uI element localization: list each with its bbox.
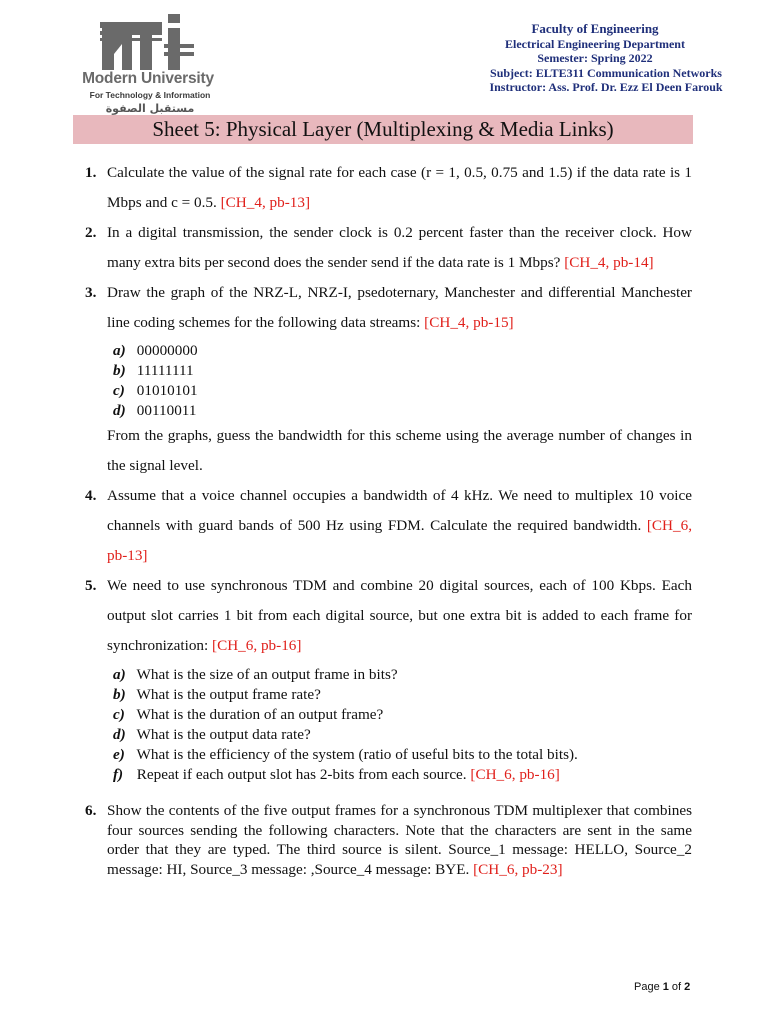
total-pages-number: 2	[684, 981, 691, 993]
question-reference: [CH_6, pb-16]	[212, 637, 302, 654]
question-3	[85, 278, 692, 481]
sub-item	[107, 665, 692, 685]
question-text: Draw the graph of the NRZ-L, NRZ-I, psedoternary, Manchester and differential Manchester line coding schemes for the following data streams:	[107, 284, 692, 331]
sub-item	[107, 745, 692, 765]
sub-item-text: 01010101	[136, 382, 198, 399]
sub-item-label: d)	[113, 726, 126, 743]
question-1	[85, 158, 692, 218]
question-4	[85, 481, 692, 571]
question-text: Show the contents of the five output frames for a synchronous TDM multiplexer that combines four sources sending the following characters. Note that the characters are sent in the same order that they are typed. The third source is silent. Source_1 message: HELLO, Source_2 message: HI, Source_3 message: ,Source_4 message: BYE.	[107, 802, 692, 878]
sub-item-label: f)	[113, 766, 124, 783]
question-text: Calculate the value of the signal rate for each case (r = 1, 0.5, 0.75 and 1.5) if the data rate is 1 Mbps and c = 0.5.	[107, 164, 692, 211]
question-reference: [CH_6, pb-23]	[473, 860, 563, 878]
page-footer	[634, 981, 690, 993]
sub-item-label: c)	[113, 706, 125, 723]
question-text: In a digital transmission, the sender clock is 0.2 percent faster than the receiver clock. How many extra bits per second does the sender send if the data rate is 1 Mbps?	[107, 224, 692, 271]
faculty-line: Faculty of Engineering	[531, 21, 659, 36]
question-number: 2.	[85, 224, 97, 241]
sub-item-text: What is the efficiency of the system (ratio of useful bits to the total bits).	[136, 746, 578, 763]
sub-item-label: a)	[113, 666, 126, 683]
question-5	[85, 571, 692, 785]
sub-item	[107, 765, 692, 785]
sub-item-label: e)	[113, 746, 125, 763]
sub-item	[107, 401, 692, 421]
sub-item-text: What is the output frame rate?	[136, 686, 321, 703]
department-line: Electrical Engineering Department	[505, 36, 685, 51]
sub-item	[107, 361, 692, 381]
question-number: 1.	[85, 164, 97, 181]
logo-tagline: For Technology & Information	[89, 90, 211, 100]
questions-list	[85, 158, 692, 879]
question-reference: [CH_6, pb-13]	[107, 517, 692, 564]
mti-logo-mark	[100, 14, 200, 70]
sub-item	[107, 725, 692, 745]
sub-item-label: b)	[113, 686, 126, 703]
question-reference: [CH_4, pb-13]	[220, 194, 311, 211]
logo-university-name: Modern University	[82, 70, 214, 87]
sub-item-text: Repeat if each output slot has 2-bits from each source.	[136, 766, 471, 783]
sub-item-label: a)	[113, 342, 126, 359]
sub-item-text: What is the duration of an output frame?	[136, 706, 384, 723]
sub-item	[107, 705, 692, 725]
sub-item-list	[107, 665, 692, 785]
question-text: Assume that a voice channel occupies a bandwidth of 4 kHz. We need to multiplex 10 voice channels with guard bands of 500 Hz using FDM. Calculate the required bandwidth.	[107, 487, 692, 534]
sub-item-text: What is the output data rate?	[136, 726, 311, 743]
sub-item-label: b)	[113, 362, 126, 379]
sub-item-list	[107, 341, 692, 421]
sheet-title: Sheet 5: Physical Layer (Multiplexing & Media Links)	[73, 115, 693, 144]
question-number: 3.	[85, 284, 97, 301]
question-number: 4.	[85, 487, 97, 504]
of-word: of	[668, 981, 685, 993]
sub-item-text: 00000000	[136, 342, 198, 359]
question-text: We need to use synchronous TDM and combine 20 digital sources, each of 100 Kbps. Each output slot carries 1 bit from each digital source, but one extra bit is added to each frame for synchronization:	[107, 577, 692, 654]
sub-item-text: 00110011	[136, 402, 197, 419]
sub-item-label: c)	[113, 382, 125, 399]
page-word: Page	[634, 981, 663, 993]
question-number: 5.	[85, 577, 97, 594]
semester-line: Semester: Spring 2022	[537, 51, 653, 65]
university-logo	[74, 14, 222, 118]
question-followup: From the graphs, guess the bandwidth for this scheme using the average number of changes in the signal level.	[107, 427, 692, 474]
sub-item-reference: [CH_6, pb-16]	[470, 766, 560, 783]
logo-arabic-text: مستقبل الصفوة	[105, 102, 195, 115]
instructor-line: Instructor: Ass. Prof. Dr. Ezz El Deen Farouk	[489, 80, 723, 94]
sub-item	[107, 685, 692, 705]
question-6	[85, 801, 692, 879]
question-2	[85, 218, 692, 278]
current-page-number: 1	[662, 981, 669, 993]
question-reference: [CH_4, pb-15]	[424, 314, 514, 331]
sub-item-label: d)	[113, 402, 126, 419]
sub-item-text: 11111111	[136, 362, 194, 379]
question-reference: [CH_4, pb-14]	[564, 254, 654, 271]
course-header	[460, 22, 730, 95]
question-number: 6.	[85, 802, 97, 819]
sub-item	[107, 341, 692, 361]
sub-item-text: What is the size of an output frame in bits?	[136, 666, 398, 683]
subject-line: Subject: ELTE311 Communication Networks	[490, 65, 722, 80]
sub-item	[107, 381, 692, 401]
